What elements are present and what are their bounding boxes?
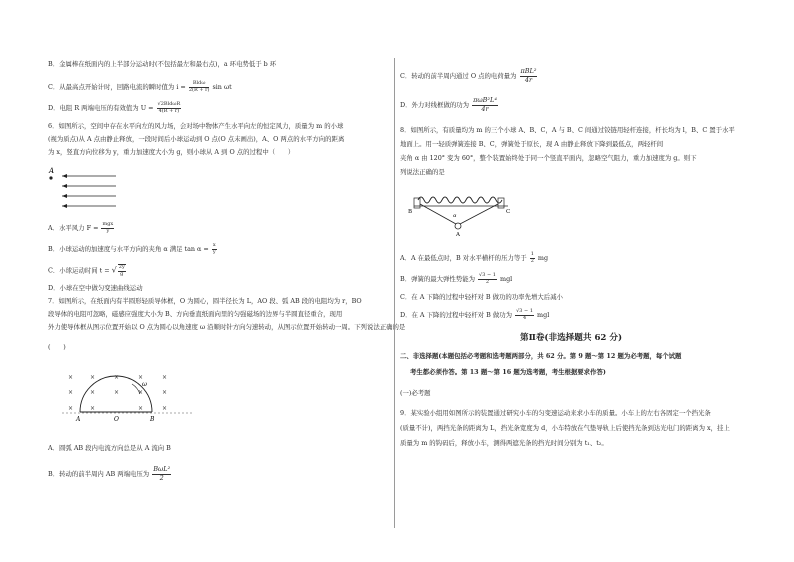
q8-stem-line3: 夹角 α 由 120° 变为 60°，整个装置始终处于同一个竖直平面内，忽略空气阻力，重力加速度为 g。则下 [400,154,697,162]
q6-option-c [48,264,127,277]
column-divider [394,58,395,528]
wind-arrows [62,176,116,206]
q7-option-d-den: 4r [481,104,489,113]
cross-mark: × [138,389,144,396]
q8-option-c: C．在 A 下降的过程中轻杆对 B 做功的功率先增大后减小 [400,293,563,301]
semicircle-frame-diagram [62,364,202,424]
arrowhead-3 [62,194,67,198]
cross-mark: × [162,405,168,412]
section-two-line1: 二、非选择题(本题包括必考题和选考题两部分，共 62 分。第 9 题～第 12 题为必考题，每个试题 [400,352,682,360]
q6-option-b-num: x [212,242,216,248]
required-questions-label: (一)必考题 [400,389,431,397]
q8-option-a [400,252,548,264]
q7-option-b-den: 2 [159,473,164,482]
cross-mark: × [90,374,96,381]
q8-stem-line1: 8．如图所示，有质量均为 m 的三个小球 A、B、C，A 与 B、C 间通过铰链用轻杆连接，杆长均为 l，B、C 置于水平 [400,126,735,134]
cross-mark: × [68,374,74,381]
q5-option-c-prefix: C．从最高点开始计时，回路电流的瞬时值为 i = [48,83,186,91]
q7-option-c-fraction [520,68,538,84]
cross-mark: × [90,405,96,412]
q6-stem-line1: 6．如图所示，空间中存在水平向左的风力场，会对场中物体产生水平向左的恒定风力，质量为 m 的小球 [48,122,344,130]
cross-mark: × [68,389,74,396]
q6-option-b [48,243,218,255]
cross-mark: × [90,389,96,396]
label-b: B [150,416,155,423]
q8-option-d [400,309,549,321]
q5-option-d-prefix: D．电阻 R 两端电压的有效值为 U = [48,104,154,112]
q6-option-c-prefix: C．小球运动时间 t = [48,266,110,275]
q8-option-d-num: √3 − 1 [516,308,533,314]
cross-mark: × [162,374,168,381]
q7-option-c-num: πBL² [520,67,537,75]
label-a: A [76,416,81,423]
ball-b-block [414,198,420,208]
q8-option-b-num: √3 − 1 [479,272,496,278]
q9-stem-line3: 质量为 m 的钩码后，释放小车，测得两遮光条的挡光时间分别为 t₁、t₂。 [400,439,608,447]
q8-stem-line4: 列说法正确的是 [400,168,445,176]
q6-option-a-fraction [101,222,114,234]
q7-option-b-num: BωL² [153,465,171,473]
q7-option-b-prefix: B．转动的前半周内 AB 两端电压为 [48,470,150,478]
q6-stem-line3: 为 x，竖直方向位移为 y，重力加速度大小为 g，则小球从 A 到 O 点的过程中（ ） [48,148,295,156]
q7-option-d [400,97,499,113]
q8-option-a-prefix: A．A 在最低点时，B 对水平横杆的压力等于 [400,254,527,262]
q7-stem-line3: 外力使导体框从图示位置开始以 O 点为圆心以角速度 ω 沿顺时针方向匀速转动，从图示位置开始转动一周。下列说法正确的是 [48,323,406,331]
q8-option-a-den: 2 [530,257,534,264]
q8-option-b-suffix: mgl [500,275,513,283]
q7-stem-line4: ( ) [48,343,66,351]
rod-ab [420,204,456,224]
q6-option-a-den: y [106,227,110,234]
q7-stem-line1: 7．如图所示，在纸面内有半圆形轻质导体框，O 为圆心，圆半径长为 L，AO 段、弧 AB 段的电阻均为 r，BO [48,297,362,305]
q8-option-d-fraction [515,309,534,321]
q7-stem-line2: 段导体的电阻可忽略，磁感应强度大小为 B、方向垂直纸面向里的匀强磁场的边界与半圆直径重合，现用 [48,310,343,318]
label-o: O [114,416,119,423]
q5-option-c [48,81,232,93]
q7-option-c [400,68,538,84]
q6-option-c-num: 2y [118,264,125,270]
label-c: C [506,209,511,215]
q7-option-b [48,466,172,482]
q8-option-a-suffix: mg [537,254,549,262]
q8-option-d-den: 4 [522,314,527,321]
omega-label: ω [142,381,147,388]
arrowhead-4 [62,204,67,208]
q7-option-d-prefix: D．外力对线框做的功为 [400,101,470,109]
q5-option-b: B．金属棒在纸面内的上半部分运动时(不包括最左和最右点)，a 环电势低于 b 环 [48,60,277,68]
q6-stem-line2: (视为质点)从 A 点由静止释放，一段时间后小球运动到 O 点(O 点未画出)，A、O 两点的水平方向的距离 [48,135,345,143]
q8-option-d-prefix: D．在 A 下降的过程中轻杆对 B 做功为 [400,311,513,319]
q5-option-c-den: 2(R + r) [188,86,210,93]
q5-option-d-num: √2BldωR [157,101,181,107]
q6-option-a [48,222,115,234]
q5-option-c-suffix: sin ωt [212,83,232,91]
q8-option-a-num: 1 [530,251,534,257]
q7-option-c-prefix: C．转动的前半周内通过 O 点的电荷量为 [400,72,517,80]
section-two-line2: 考生都必须作答。第 13 题～第 16 题为选考题，考生根据要求作答) [410,368,606,376]
q8-option-b-fraction [478,273,497,285]
spring [418,197,502,203]
q7-option-d-fraction [472,97,498,113]
part-two-title: 第Ⅱ卷(非选择题共 62 分) [520,333,623,343]
cross-mark: × [114,374,120,381]
q6-option-d: D．小球在空中做匀变速曲线运动 [48,284,143,292]
q6-option-b-den: y [212,248,216,255]
cross-mark: × [138,374,144,381]
cross-mark: × [68,405,74,412]
q5-option-d-den: 4(R + r) [158,107,180,114]
q5-option-c-num: Bldω [189,81,210,88]
q6-option-a-num: mgx [102,221,114,227]
wind-field-diagram [48,166,168,216]
cross-mark: × [138,405,144,412]
q8-option-a-fraction [530,252,535,264]
q5-option-c-fraction [189,81,210,93]
q6-option-a-prefix: A．水平风力 F = [48,224,99,232]
q5-option-d [48,102,182,114]
q7-option-a: A．圆弧 AB 段内电流方向总是从 A 流向 B [48,444,171,452]
cross-mark: × [162,389,168,396]
point-a-label: A [49,167,55,175]
sqrt-sign: √ [111,265,117,275]
q6-option-c-fraction [118,264,126,277]
q7-option-c-den: 4r [524,75,533,84]
q7-option-b-fraction [152,466,171,482]
ball-a [455,223,461,229]
cross-mark: × [114,389,120,396]
q8-option-b-den: 2 [485,278,490,285]
arrowhead-2 [62,184,67,188]
q8-option-d-suffix: mgl [537,311,550,319]
q8-stem-line2: 地面上。用一轻质弹簧连接 B、C，弹簧处于原长，现 A 由静止释放下降到最低点，两轻杆间 [400,140,664,148]
q9-stem-line1: 9．某实验小组用如图所示的装置通过研究小车的匀变速运动来求小车的质量。小车上的左右各固定一个挡光条 [400,409,711,417]
q6-option-b-prefix: B．小球运动的加速度与水平方向的夹角 α 满足 tan α = [48,245,209,253]
q8-option-b-prefix: B．弹簧的最大弹性势能为 [400,275,475,283]
q7-option-d-num: πωB²L⁴ [473,96,497,104]
ball-a [49,176,52,179]
label-a: A [456,232,460,238]
q6-option-c-den: g [120,270,124,277]
alpha-label: α [453,213,457,219]
arrowhead-1 [62,174,67,178]
q8-option-b [400,273,512,285]
spring-rods-diagram [408,186,518,238]
q5-option-d-fraction [157,102,182,114]
label-b: B [408,209,413,215]
magnetic-field-crosses [68,374,167,412]
q6-option-b-fraction [212,243,217,255]
rod-ac [460,204,498,224]
q9-stem-line2: (质量不计)，两挡光条的距离为 L，挡光条宽度为 d，小车特放在气垫导轨上后使挡光条到达光电门的距离为 x，挂上 [400,424,730,432]
